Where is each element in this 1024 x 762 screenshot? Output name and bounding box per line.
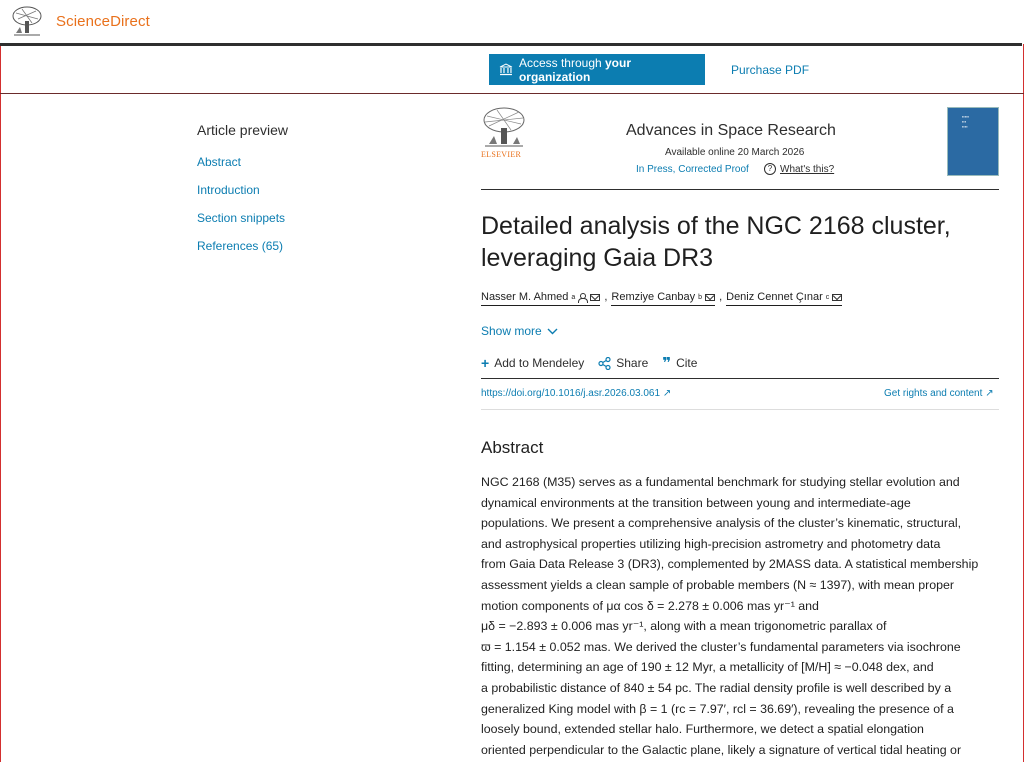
abstract-line: ϖ = 1.154 ± 0.052 mas. We derived the cluster’s fundamental parameters via isochrone [481,639,961,654]
abstract-line: and astrophysical properties utilizing high-precision astrometry and photometry data [481,536,941,551]
author-list [481,291,842,306]
abstract-line: fitting, determining an age of 190 ± 12 Myr, a metallicity of [M/H] ≈ −0.048 dex, and [481,660,934,675]
elsevier-tree-icon[interactable] [10,5,44,37]
abstract-line: loosely bound, extended stellar halo. Furthermore, we detect a spatial elongation [481,722,924,737]
whats-this-link[interactable] [764,163,834,175]
email-icon [832,294,842,301]
article-preview-sidebar [197,122,397,267]
sidebar-item-references[interactable]: References (65) [197,239,284,253]
sidebar-item-abstract[interactable]: Abstract [197,155,242,169]
mendeley-label: Add to Mendeley [494,356,585,370]
abstract-line: assessment yields a clean sample of probable members (N ≈ 1397), with mean proper [481,577,955,592]
actions-divider [481,378,999,379]
show-more-button[interactable] [481,324,558,338]
journal-cover-image[interactable] [947,107,999,176]
article-title: Detailed analysis of the NGC 2168 cluster, leveraging Gaia DR3 [481,212,951,272]
doi-link[interactable] [481,388,671,399]
share-button[interactable] [598,356,648,370]
get-rights-link[interactable] [884,388,994,399]
author-affiliation: c [825,293,830,301]
author-separator: , [719,291,723,303]
elsevier-wordmark: ELSEVIER [481,150,522,159]
sciencedirect-logo[interactable]: ScienceDirect [56,13,150,30]
whats-this-label: What's this? [780,163,835,175]
email-icon [590,294,600,301]
top-header [0,0,1024,44]
sidebar-item-section-snippets[interactable]: Section snippets [197,211,286,225]
abstract-line: motion components of μα cos δ = 2.278 ± 0.006 mas yr⁻¹ and [481,598,819,613]
access-label-prefix: Access through [518,55,605,70]
sidebar-item-introduction[interactable]: Introduction [197,183,260,197]
external-link-icon: ↗ [662,388,672,399]
email-icon [705,294,715,301]
abstract-line: from Gaia Data Release 3 (DR3), complemented by 2MASS data. A statistical membership [481,557,979,572]
author-name: Nasser M. Ahmed [481,291,569,303]
available-online-date: Available online 20 March 2026 [665,147,805,158]
help-icon: ? [764,163,776,175]
article-actions [481,354,697,372]
abstract-line: populations. We present a comprehensive analysis of the cluster’s kinematic, structural, [481,516,962,531]
show-more-label: Show more [481,324,542,338]
doi-divider [481,409,999,410]
doi-text: https://doi.org/10.1016/j.asr.2026.03.061 [481,388,661,399]
author-affiliation: a [571,293,576,301]
abstract-line: NGC 2168 (M35) serves as a fundamental benchmark for studying stellar evolution and [481,475,960,489]
sidebar-title: Article preview [197,122,289,138]
cover-decoration: ▪▪▪▪▪ ▪▪▪ ▪▪▪▪ [962,114,970,129]
plus-icon: + [481,355,490,371]
chevron-down-icon [547,328,558,335]
quote-icon: ❞ [662,354,672,372]
add-to-mendeley-button[interactable] [481,355,584,371]
abstract-heading: Abstract [481,438,544,457]
cite-label: Cite [676,356,698,370]
author-separator: , [604,291,608,303]
external-link-icon: ↗ [985,388,994,399]
abstract-line: dynamical environments at the transition between young and intermediate-age [481,495,911,510]
abstract-line: oriented perpendicular to the Galactic plane, likely a signature of vertical tidal heating or [481,742,962,757]
article-status[interactable]: In Press, Corrected Proof [636,164,749,175]
share-label: Share [616,356,649,370]
abstract-line: generalized King model with β = 1 (rc = 7.97′, rcl = 36.69′), revealing the presence of a [481,701,954,716]
author-affiliation: b [698,293,703,301]
cite-button[interactable] [662,354,697,372]
abstract-body [481,472,1001,760]
access-bar [0,46,1024,94]
journal-title[interactable]: Advances in Space Research [626,122,836,139]
author-link[interactable] [611,291,715,306]
access-through-organization-button[interactable] [489,54,705,85]
abstract-line: μδ = −2.893 ± 0.006 mas yr⁻¹, along with a mean trigonometric parallax of [481,619,887,634]
access-label-bold: your organization [518,55,632,84]
abstract-line: a probabilistic distance of 840 ± 54 pc. The radial density profile is well described by a [481,680,952,695]
purchase-pdf-link[interactable]: Purchase PDF [731,63,810,77]
author-link[interactable] [481,291,600,306]
author-link[interactable] [726,291,842,306]
institution-icon [499,63,513,76]
share-icon [598,357,611,370]
author-name: Remziye Canbay [611,291,696,303]
person-icon [578,293,587,302]
journal-header [481,104,999,190]
author-name: Deniz Cennet Çınar [726,291,823,303]
rights-text: Get rights and content [884,388,983,399]
